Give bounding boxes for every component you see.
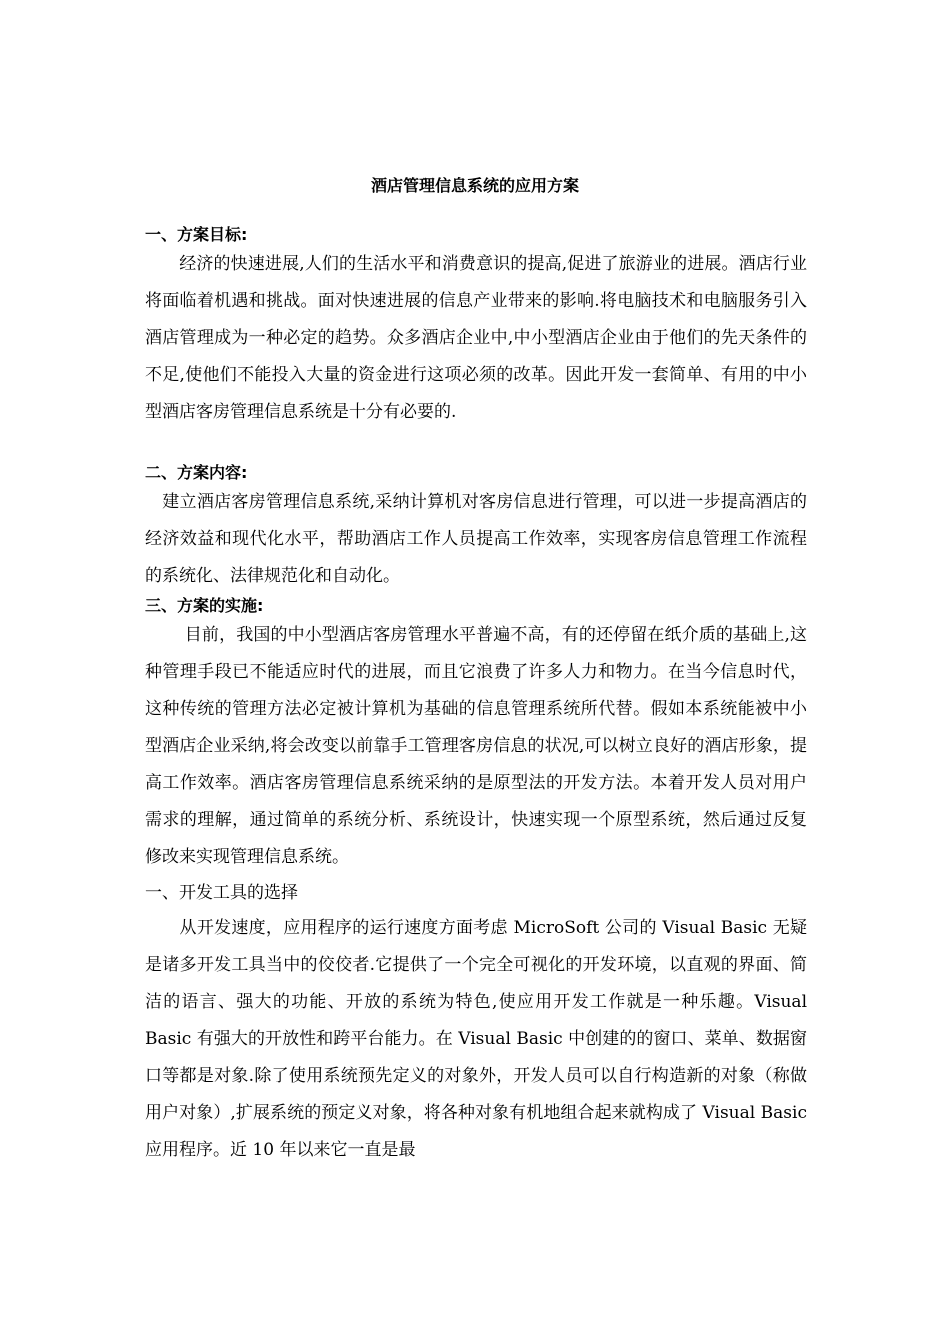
section-paragraph: 目前，我国的中小型酒店客房管理水平普遍不高，有的还停留在纸介质的基础上,这种管理手段已不能适应时代的进展，而且它浪费了许多人力和物力。在当今信息时代，这种传统的管理方法必定被计算机为基础的信息管理系统所代替。假如本系统能被中小型酒店企业采纳,将会改变以前靠手工管理客房信息的状况,可以树立良好的酒店形象，提高工作效率。酒店客房管理信息系统采纳的是原型法的开发方法。本着开发人员对用户需求的理解，通过简单的系统分析、系统设计，快速实现一个原型系统，然后通过反复修改来实现管理信息系统。 xyxy=(145,625,807,867)
document-body xyxy=(145,224,807,1169)
subsection-heading: 一、开发工具的选择 xyxy=(145,883,298,903)
spacer xyxy=(145,431,807,462)
section-content xyxy=(145,462,807,595)
section-heading: 三、方案的实施: xyxy=(145,596,264,615)
section-heading: 一、方案目标: xyxy=(145,225,248,244)
section-goal xyxy=(145,224,807,431)
subsection-paragraph: 从开发速度，应用程序的运行速度方面考虑 MicroSoft 公司的 Visual Basic 无疑是诸多开发工具当中的佼佼者.它提供了一个完全可视化的开发环境，以直观的界面、简洁的语言、强大的功能、开放的系统为特色,使应用开发工作就是一种乐趣。Visual Basic 有强大的开放性和跨平台能力。在 Visual Basic 中创建的的窗口、菜单、数据窗口等都是对象.除了使用系统预先定义的对象外，开发人员可以自行构造新的对象（称做用户对象）,扩展系统的预定义对象，将各种对象有机地组合起来就构成了 Visual Basic 应用程序。近 10 年以来它一直是最 xyxy=(145,918,807,1160)
document-title: 酒店管理信息系统的应用方案 xyxy=(370,176,579,195)
section-paragraph: 经济的快速进展,人们的生活水平和消费意识的提高,促进了旅游业的进展。酒店行业将面临着机遇和挑战。面对快速进展的信息产业带来的影响.将电脑技术和电脑服务引入酒店管理成为一种必定的趋势。众多酒店企业中,中小型酒店企业由于他们的先天条件的不足,使他们不能投入大量的资金进行这项必须的改革。因此开发一套简单、有用的中小型酒店客房管理信息系统是十分有必要的. xyxy=(145,254,807,422)
section-heading: 二、方案内容: xyxy=(145,463,248,482)
section-paragraph: 建立酒店客房管理信息系统,采纳计算机对客房信息进行管理，可以进一步提高酒店的经济效益和现代化水平，帮助酒店工作人员提高工作效率，实现客房信息管理工作流程的系统化、法律规范化和自动化。 xyxy=(145,492,807,586)
subsection-dev-tools xyxy=(145,876,807,1169)
section-implementation xyxy=(145,595,807,876)
